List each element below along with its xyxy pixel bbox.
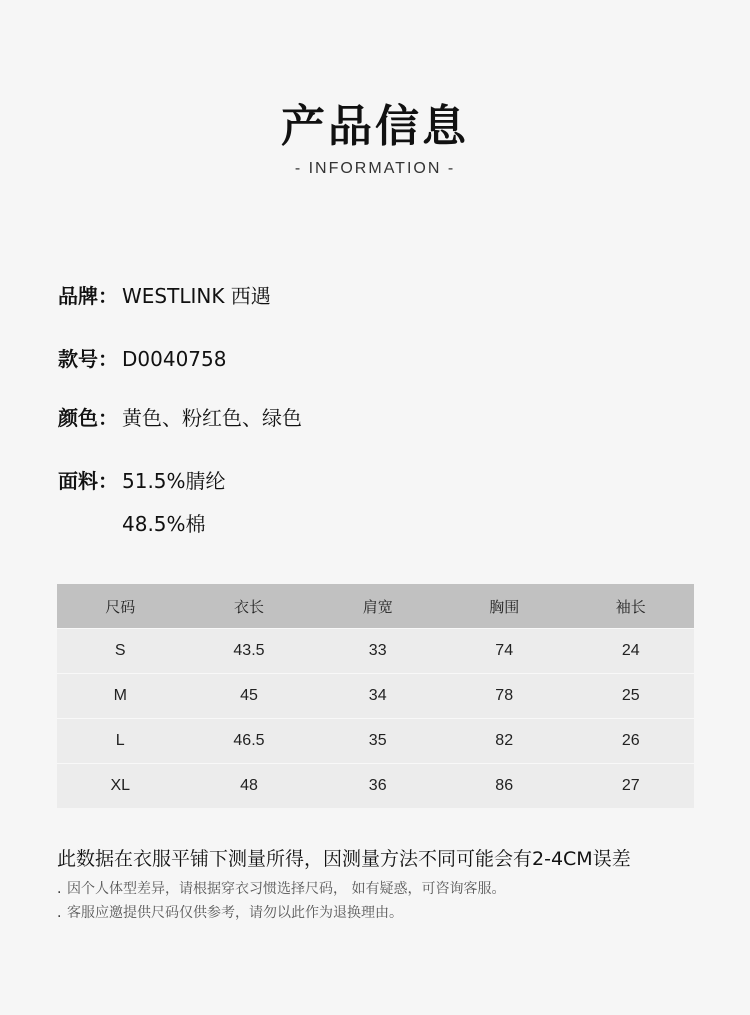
fabric-row (58, 465, 226, 494)
color-label: 颜色： (58, 406, 118, 430)
cell-length: 43.5 (184, 629, 315, 674)
brand-value: WESTLINK 西遇 (122, 284, 271, 308)
note-item-2-text: 客服应邀提供尺码仅供参考，请勿以此作为退换理由。 (67, 905, 403, 921)
style-number-label: 款号： (58, 347, 118, 371)
cell-length: 45 (184, 674, 315, 719)
cell-sleeve: 27 (567, 764, 694, 809)
brand-label: 品牌： (58, 284, 118, 308)
cell-size: S (57, 629, 184, 674)
size-table-header-row (57, 584, 694, 629)
cell-chest: 82 (441, 719, 568, 764)
header-chest: 胸围 (441, 584, 568, 629)
page-title: 产品信息 (281, 101, 469, 152)
table-row (57, 674, 694, 719)
header-length: 衣长 (184, 584, 315, 629)
note-item-2 (57, 902, 403, 922)
cell-size: M (57, 674, 184, 719)
cell-chest: 78 (441, 674, 568, 719)
bullet-icon: . (57, 881, 62, 897)
cell-length: 48 (184, 764, 315, 809)
color-value: 黄色、粉红色、绿色 (122, 406, 302, 430)
header-sleeve: 袖长 (567, 584, 694, 629)
cell-chest: 86 (441, 764, 568, 809)
style-number-value: D0040758 (122, 347, 227, 371)
cell-shoulder: 36 (314, 764, 441, 809)
table-row (57, 764, 694, 809)
cell-sleeve: 25 (567, 674, 694, 719)
brand-row (58, 280, 271, 309)
table-row (57, 719, 694, 764)
cell-sleeve: 26 (567, 719, 694, 764)
color-row (58, 402, 302, 431)
table-row (57, 629, 694, 674)
style-number-row (58, 343, 226, 372)
cell-size: XL (57, 764, 184, 809)
fabric-label: 面料： (58, 469, 118, 493)
cell-sleeve: 24 (567, 629, 694, 674)
cell-chest: 74 (441, 629, 568, 674)
note-item-1-text: 因个人体型差异，请根据穿衣习惯选择尺码， 如有疑惑，可咨询客服。 (67, 881, 506, 897)
cell-shoulder: 33 (314, 629, 441, 674)
fabric-value-2: 48.5%棉 (122, 512, 206, 536)
header-shoulder: 肩宽 (314, 584, 441, 629)
cell-shoulder: 35 (314, 719, 441, 764)
page-subtitle: - INFORMATION - (294, 160, 456, 177)
measurement-note: 此数据在衣服平铺下测量所得，因测量方法不同可能会有2-4CM误差 (57, 848, 631, 870)
bullet-icon: . (57, 905, 62, 921)
header-size: 尺码 (57, 584, 184, 629)
note-item-1 (57, 878, 505, 898)
cell-size: L (57, 719, 184, 764)
size-table (57, 584, 694, 808)
cell-length: 46.5 (184, 719, 315, 764)
fabric-value-1: 51.5%腈纶 (122, 469, 226, 493)
cell-shoulder: 34 (314, 674, 441, 719)
